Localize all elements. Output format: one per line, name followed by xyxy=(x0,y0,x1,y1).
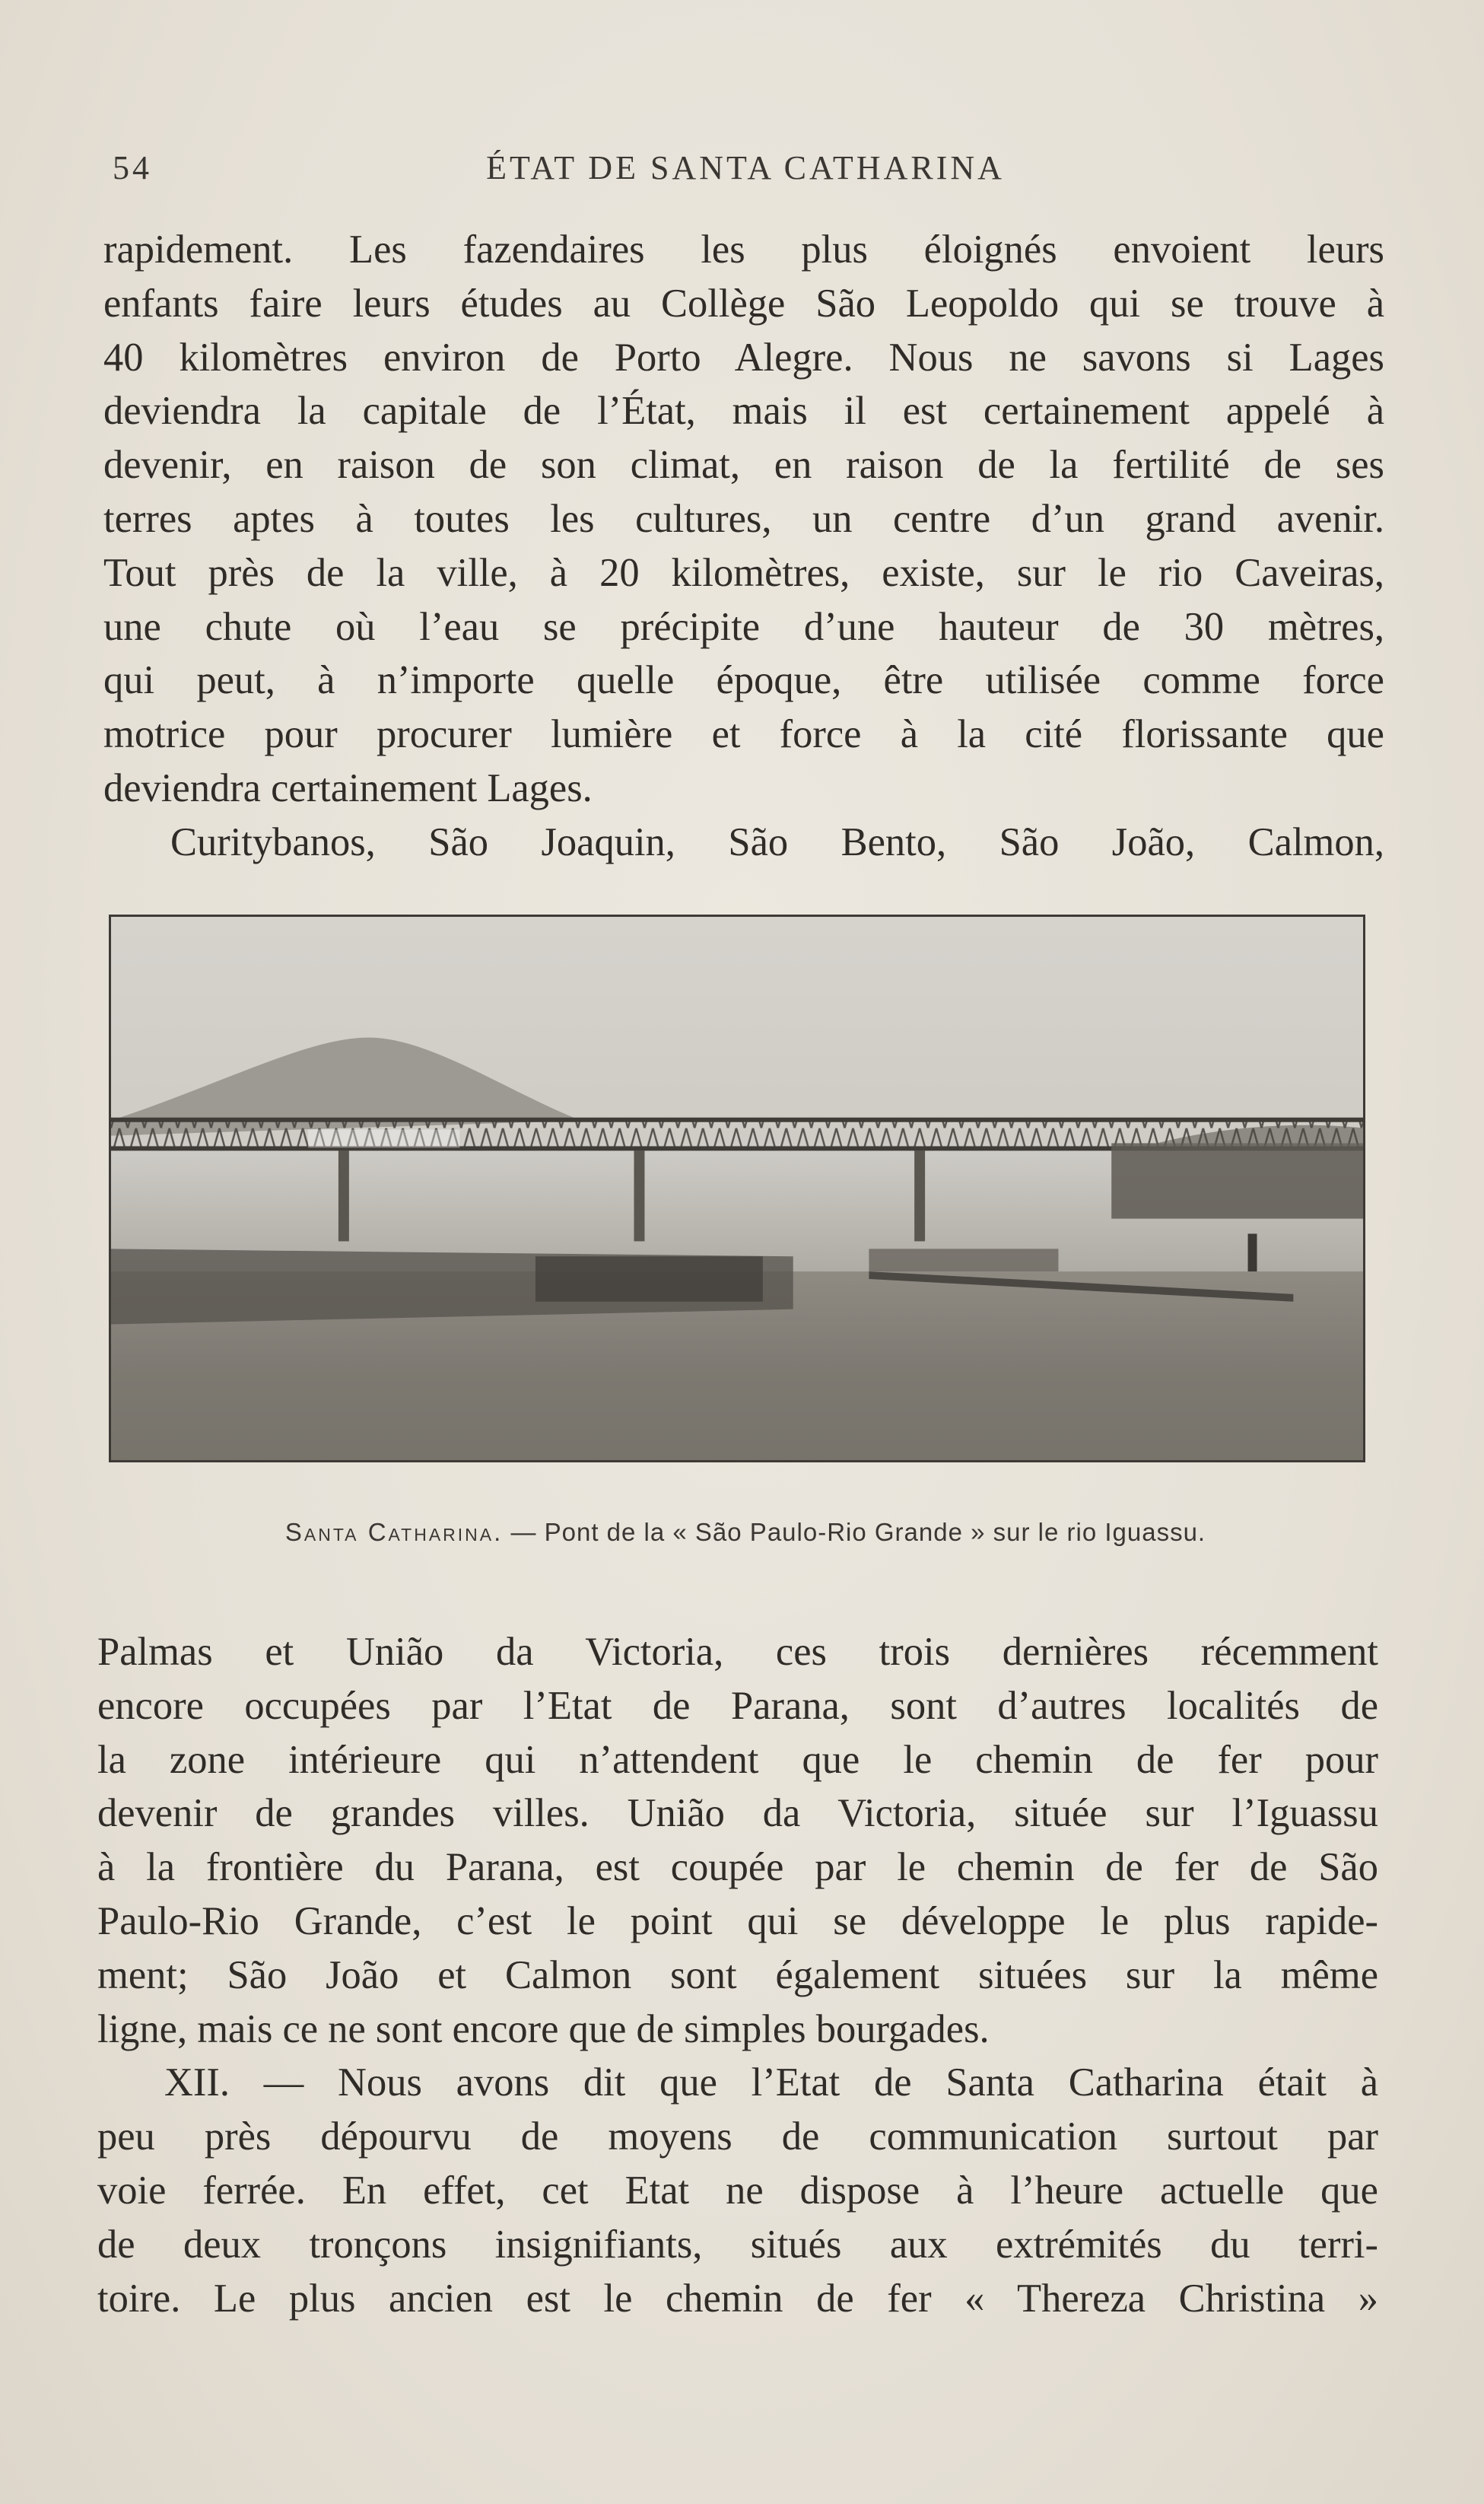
text-line: deviendra certainement Lages. xyxy=(103,765,593,810)
text-line: enfants faire leurs études au Collège São Leopoldo qui se trouve à xyxy=(103,281,1384,326)
text-line: deviendra la capitale de l’État, mais il est certainement appelé à xyxy=(103,389,1384,434)
text-line: Palmas et União da Victoria, ces trois dernières récemment xyxy=(97,1630,1378,1674)
text-line: toire. Le plus ancien est le chemin de fer « Thereza Christina » xyxy=(97,2276,1378,2321)
page-header xyxy=(106,148,1384,194)
top-paragraph xyxy=(103,223,1384,870)
text-line: Paulo-Rio Grande, c’est le point qui se développe le plus rapide- xyxy=(97,1898,1378,1943)
bridge-photo-illustration xyxy=(111,917,1363,1460)
text-line: Tout près de la ville, à 20 kilomètres, existe, sur le rio Caveiras, xyxy=(103,550,1384,595)
text-line: devenir, en raison de son climat, en raison de la fertilité de ses xyxy=(103,443,1384,488)
bridge-photograph xyxy=(109,915,1365,1462)
text-line: devenir de grandes villes. União da Victoria, située sur l’Iguassu xyxy=(97,1791,1378,1836)
text-line: 40 kilomètres environ de Porto Alegre. Nous ne savons si Lages xyxy=(103,335,1384,380)
page-number: 54 xyxy=(113,149,152,186)
text-line: qui peut, à n’importe quelle époque, être utilisée comme force xyxy=(103,658,1384,703)
caption-text: — Pont de la « São Paulo-Rio Grande » sur le rio Iguassu. xyxy=(510,1518,1206,1546)
text-line: Curitybanos, São Joaquin, São Bento, São João, Calmon, xyxy=(170,819,1384,864)
caption-place: Santa Catharina. xyxy=(284,1518,504,1546)
figure-caption xyxy=(106,1518,1384,1547)
text-line: ligne, mais ce ne sont encore que de simples bourgades. xyxy=(97,2006,990,2051)
text-line: la zone intérieure qui n’attendent que le chemin de fer pour xyxy=(97,1737,1378,1782)
text-line: peu près dépourvu de moyens de communication surtout par xyxy=(97,2114,1378,2159)
text-line: rapidement. Les fazendaires les plus éloignés envoient leurs xyxy=(103,227,1384,272)
text-line: à la frontière du Parana, est coupée par le chemin de fer de São xyxy=(97,1845,1378,1890)
text-line: de deux tronçons insignifiants, situés aux extrémités du terri- xyxy=(97,2222,1378,2267)
text-line: terres aptes à toutes les cultures, un centre d’un grand avenir. xyxy=(103,496,1384,541)
text-line: XII. — Nous avons dit que l’Etat de Santa Catharina était à xyxy=(164,2060,1378,2105)
bottom-paragraph xyxy=(97,1625,1378,2325)
text-line: une chute où l’eau se précipite d’une hauteur de 30 mètres, xyxy=(103,604,1384,649)
text-line: ment; São João et Calmon sont également situées sur la même xyxy=(97,1952,1378,1997)
text-line: motrice pour procurer lumière et force à la cité florissante que xyxy=(103,712,1384,757)
text-line: voie ferrée. En effet, cet Etat ne dispose à l’heure actuelle que xyxy=(97,2168,1378,2213)
running-title: ÉTAT DE SANTA CATHARINA xyxy=(486,149,1005,186)
text-line: encore occupées par l’Etat de Parana, sont d’autres localités de xyxy=(97,1683,1378,1728)
